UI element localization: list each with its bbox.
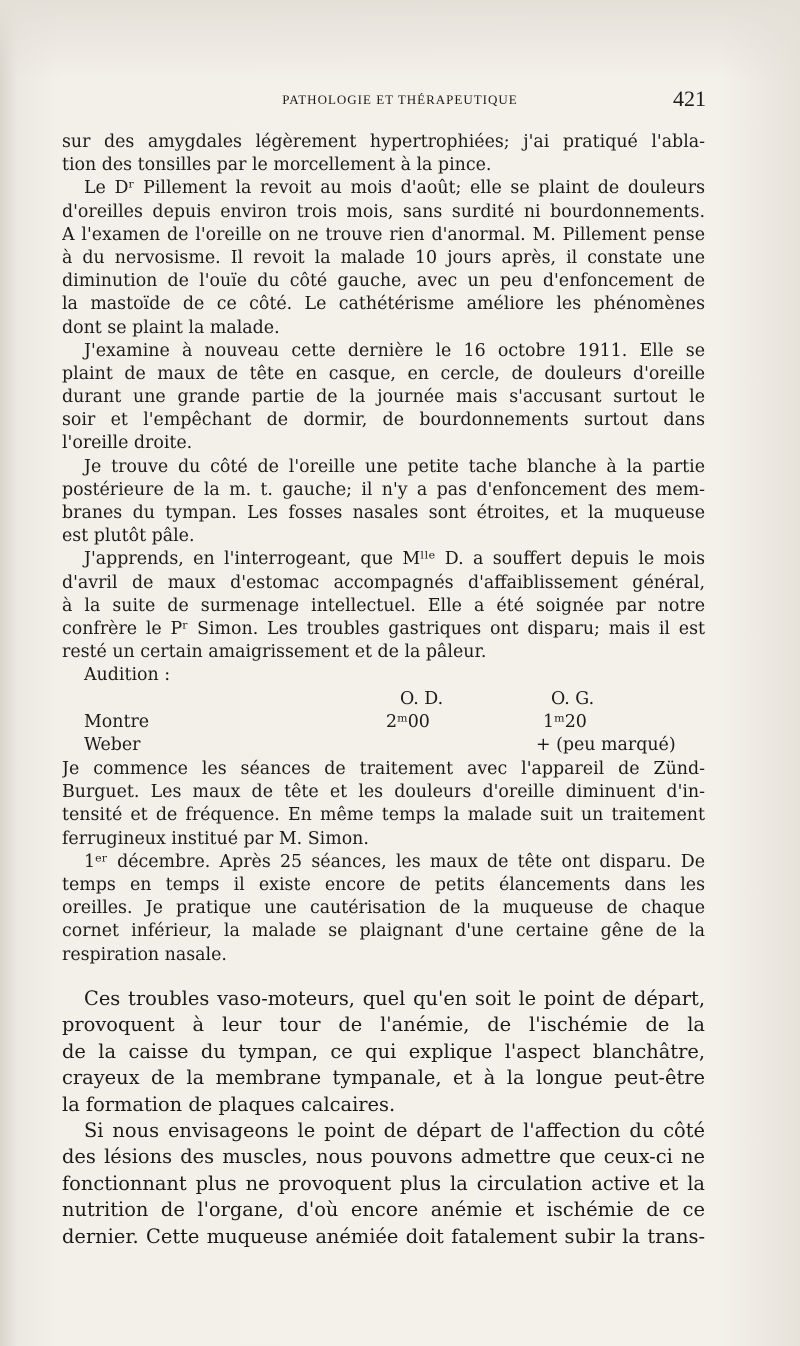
page-top-shadow	[0, 0, 800, 80]
column-og: O. G.	[551, 689, 595, 709]
page-number: 421	[673, 86, 706, 111]
text-line: Burguet. Les maux de tête et les douleurs d'oreille diminuent d'in-	[62, 782, 705, 803]
text-line: durant une grande partie de la journée mais s'accusant surtout le	[62, 387, 705, 408]
text-line: 1ᵉʳ décembre. Après 25 séances, les maux de tête ont disparu. De	[84, 851, 705, 872]
text-line: des lésions des muscles, nous pouvons admettre que ceux-ci ne	[62, 1145, 705, 1169]
text-line: resté un certain amaigrissement et de la pâleur.	[62, 642, 487, 663]
running-header: PATHOLOGIE ET THÉRAPEUTIQUE	[282, 92, 518, 107]
audition-row-weber	[62, 734, 705, 757]
weber-og-value: + (peu marqué)	[536, 735, 676, 756]
discussion-text	[62, 986, 705, 1250]
text-line: d'oreilles depuis environ trois mois, sans surdité ni bourdonnements.	[62, 201, 705, 222]
text-line: dont se plaint la malade.	[62, 317, 280, 338]
text-line: ferrugineux institué par M. Simon.	[62, 828, 369, 849]
row-label-montre: Montre	[84, 712, 150, 733]
row-label-weber: Weber	[84, 735, 141, 756]
text-line: diminution de l'ouïe du côté gauche, avec un peu d'enfoncement de	[62, 271, 705, 292]
text-line: Si nous envisageons le point de départ de l'affection du côté	[84, 1118, 705, 1142]
text-line: J'examine à nouveau cette dernière le 16 octobre 1911. Elle se	[84, 340, 705, 361]
audition-table	[62, 688, 705, 758]
text-line: Je commence les séances de traitement avec l'appareil de Zünd-	[62, 759, 705, 779]
text-line: respiration nasale.	[62, 944, 227, 965]
text-line: A l'examen de l'oreille on ne trouve rien d'anormal. M. Pillement pense	[62, 224, 705, 245]
text-line: provoquent à leur tour de l'anémie, de l'ischémie de la	[62, 1013, 705, 1037]
text-line: est plutôt pâle.	[62, 526, 195, 547]
text-line: sur des amygdales légèrement hypertrophiées; j'ai pratiqué l'abla-	[62, 132, 705, 152]
text-line: J'apprends, en l'interrogeant, que Mˡˡᵉ D. a souffert depuis le mois	[84, 549, 705, 570]
montre-od-value: 2ᵐ00	[386, 712, 430, 733]
treatment-text	[62, 758, 705, 967]
text-line: nutrition de l'organe, d'où encore anémie et ischémie de ce	[62, 1198, 705, 1222]
text-line: plaint de maux de tête en casque, en cercle, de douleurs d'oreille	[62, 363, 705, 384]
text-line: tensité et de fréquence. En même temps la malade suit un traitement	[62, 805, 705, 826]
text-line: Ces troubles vaso-moteurs, quel qu'en soit le point de départ,	[84, 987, 705, 1010]
text-line: confrère le Pʳ Simon. Les troubles gastriques ont disparu; mais il est	[62, 619, 705, 639]
text-line: cornet inférieur, la malade se plaignant d'une certaine gêne de la	[62, 921, 705, 942]
text-line: à du nervosisme. Il revoit la malade 10 jours après, il constate une	[62, 247, 705, 268]
text-line: crayeux de la membrane tympanale, et à la longue peut-être	[62, 1066, 705, 1090]
text-line: de la caisse du tympan, ce qui explique l'aspect blanchâtre,	[62, 1039, 705, 1063]
text-line: Je trouve du côté de l'oreille une petite tache blanche à la partie	[84, 456, 705, 477]
audition-header-row	[62, 688, 705, 711]
text-line: soir et l'empêchant de dormir, de bourdonnements surtout dans	[62, 410, 705, 431]
text-line: à la suite de surmenage intellectuel. Elle a été soignée par notre	[62, 595, 705, 616]
text-line: dernier. Cette muqueuse anémiée doit fatalement subir la trans-	[62, 1224, 705, 1248]
text-line: d'avril de maux d'estomac accompagnés d'affaiblissement général,	[62, 572, 705, 593]
text-line: branes du tympan. Les fosses nasales sont étroites, et la muqueuse	[62, 503, 705, 524]
montre-og-value: 1ᵐ20	[543, 712, 587, 733]
text-line: Le Dʳ Pillement la revoit au mois d'août; elle se plaint de douleurs	[84, 178, 705, 199]
text-line: la formation de plaques calcaires.	[62, 1092, 396, 1116]
case-report-text	[62, 131, 705, 688]
text-line: postérieure de la m. t. gauche; il n'y a pas d'enfoncement des mem-	[62, 479, 705, 500]
text-line: la mastoïde de ce côté. Le cathétérisme améliore les phénomènes	[62, 294, 705, 315]
text-line: Audition :	[84, 665, 171, 686]
audition-row-montre	[62, 711, 705, 734]
text-line: oreilles. Je pratique une cautérisation de la muqueuse de chaque	[62, 898, 705, 919]
text-line: l'oreille droite.	[62, 433, 193, 454]
column-od: O. D.	[400, 689, 444, 709]
text-line: tion des tonsilles par le morcellement à la pince.	[62, 155, 492, 176]
text-line: fonctionnant plus ne provoquent plus la circulation active et la	[62, 1171, 705, 1195]
text-line: temps en temps il existe encore de petits élancements dans les	[62, 874, 705, 895]
